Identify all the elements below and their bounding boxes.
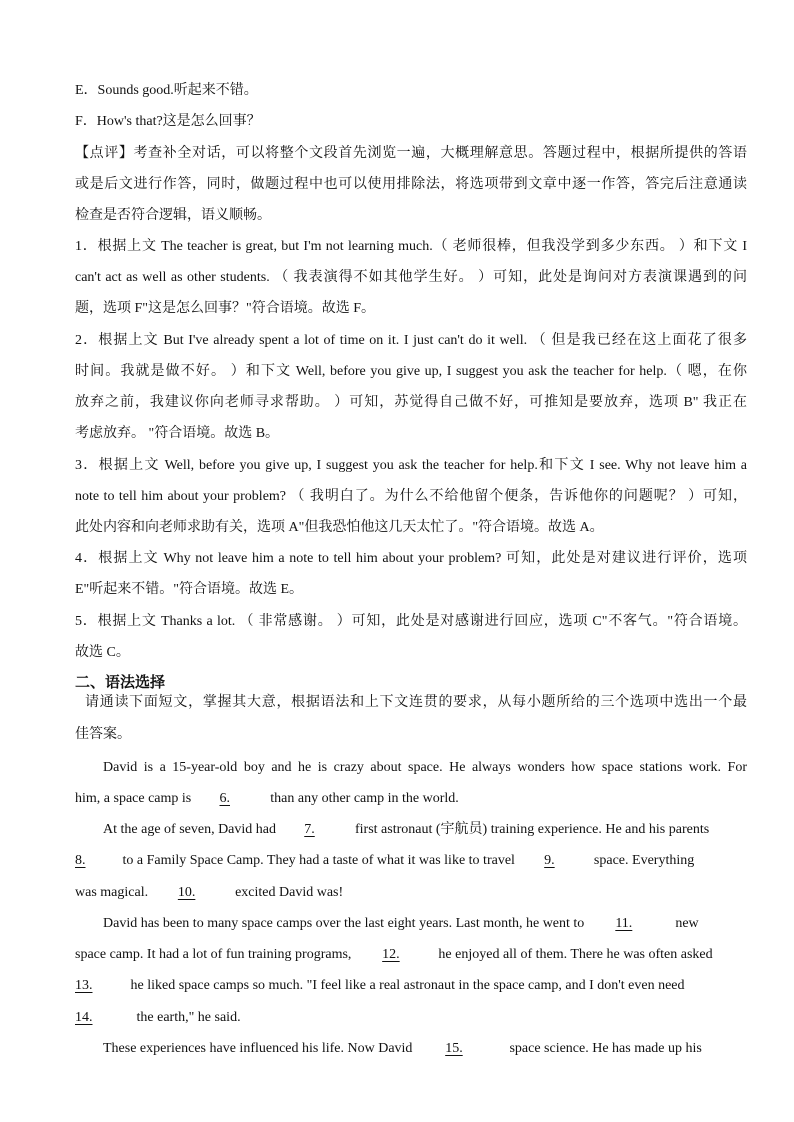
analysis-q3-line: note to tell him about your problem? （ 我明白了。为什么不给他留个便条，告诉他你的问题呢？ ）可知， bbox=[75, 489, 747, 504]
blank-14[interactable]: 14. bbox=[75, 1010, 93, 1025]
passage-text: first astronaut (宇航员) training experience. He and his parents bbox=[351, 822, 710, 837]
blank-7[interactable]: 7. bbox=[304, 822, 315, 837]
passage-line bbox=[75, 945, 747, 965]
passage-line bbox=[75, 883, 747, 903]
analysis-q1-line: 1．根据上文 The teacher is great, but I'm not learning much.（ 老师很棒，但我没学到多少东西。 ）和下文 I bbox=[75, 239, 747, 254]
passage-text: to a Family Space Camp. They had a taste of what it was like to travel bbox=[119, 853, 519, 868]
passage-line bbox=[75, 789, 747, 809]
analysis-q5-line: 故选 C。 bbox=[75, 645, 130, 660]
passage-line bbox=[103, 820, 747, 840]
blank-9[interactable]: 9. bbox=[544, 853, 555, 868]
comment-line: 【点评】考查补全对话，可以将整个文段首先浏览一遍，大概理解意思。答题过程中，根据所提供的答语 bbox=[75, 146, 747, 161]
blank-11[interactable]: 11. bbox=[615, 916, 633, 931]
option-f: F．How's that?这是怎么回事？ bbox=[75, 114, 261, 129]
passage-line: David is a 15-year-old boy and he is crazy about space. He always wonders how space stations work. For bbox=[103, 760, 747, 775]
analysis-q2-line: 放弃之前，我建议你向老师寻求帮助。 ）可知，苏觉得自己做不好，可推知是要放弃，选项 B" 我正在 bbox=[75, 395, 747, 410]
passage-text: he enjoyed all of them. There he was often asked bbox=[434, 947, 713, 962]
analysis-q4-line: 4．根据上文 Why not leave him a note to tell him about your problem? 可知，此处是对建议进行评价，选项 bbox=[75, 551, 747, 566]
passage-line bbox=[103, 1039, 747, 1059]
blank-15[interactable]: 15. bbox=[445, 1041, 463, 1056]
passage-text: the earth," he said. bbox=[133, 1010, 241, 1025]
passage-text: new bbox=[671, 916, 699, 931]
passage-text: excited David was! bbox=[231, 885, 344, 900]
blank-13[interactable]: 13. bbox=[75, 978, 93, 993]
passage-line bbox=[75, 851, 747, 871]
instruction-line: 请通读下面短文，掌握其大意，根据语法和上下文连贯的要求，从每小题所给的三个选项中选出一个最 bbox=[85, 695, 747, 710]
blank-10[interactable]: 10. bbox=[177, 885, 196, 900]
analysis-q3-line: 3．根据上文 Well, before you give up, I suggest you ask the teacher for help.和下文 I see. Why not leave him a bbox=[75, 458, 747, 473]
passage-text: These experiences have influenced his life. Now David bbox=[103, 1041, 416, 1056]
analysis-q2-line: 时间。我就是做不好。 ）和下文 Well, before you give up, I suggest you ask the teacher for help.（ 嗯，在你 bbox=[75, 364, 747, 379]
comment-line: 检查是否符合逻辑，语义顺畅。 bbox=[75, 208, 271, 223]
passage-line bbox=[103, 914, 747, 934]
comment-line: 或是后文进行作答，同时，做题过程中也可以使用排除法，将选项带到文章中逐一作答，答完后注意通读 bbox=[75, 177, 747, 192]
passage-text: space science. He has made up his bbox=[505, 1041, 702, 1056]
passage-line bbox=[75, 976, 747, 996]
passage-text: was magical. bbox=[75, 885, 152, 900]
passage-text: David has been to many space camps over the last eight years. Last month, he went to bbox=[103, 916, 588, 931]
analysis-q5-line: 5．根据上文 Thanks a lot. （ 非常感谢。 ）可知，此处是对感谢进行回应，选项 C"不客气。"符合语境。 bbox=[75, 614, 747, 629]
instruction-line: 佳答案。 bbox=[75, 727, 131, 742]
blank-6[interactable]: 6. bbox=[219, 791, 230, 806]
section-heading: 二、语法选择 bbox=[75, 673, 166, 691]
blank-8[interactable]: 8. bbox=[75, 853, 86, 868]
passage-text: than any other camp in the world. bbox=[266, 791, 459, 806]
passage-text: he liked space camps so much. "I feel like a real astronaut in the space camp, and I don't even need bbox=[127, 978, 689, 993]
option-e: E．Sounds good.听起来不错。 bbox=[75, 83, 258, 98]
analysis-q4-line: E"听起来不错。"符合语境。故选 E。 bbox=[75, 582, 304, 597]
passage-text: At the age of seven, David had bbox=[103, 822, 280, 837]
passage-line bbox=[75, 1008, 747, 1028]
analysis-q1-line: 题，选项 F"这是怎么回事？"符合语境。故选 F。 bbox=[75, 301, 376, 316]
passage-text: him, a space camp is bbox=[75, 791, 195, 806]
passage-text: space. Everything bbox=[590, 853, 695, 868]
analysis-q1-line: can't act as well as other students. （ 我表演得不如其他学生好。 ）可知，此处是询问对方表演课遇到的问 bbox=[75, 270, 747, 285]
analysis-q2-line: 2．根据上文 But I've already spent a lot of time on it. I just can't do it well. （ 但是我已经在这上面花了很多 bbox=[75, 333, 747, 348]
passage-text: space camp. It had a lot of fun training programs, bbox=[75, 947, 355, 962]
analysis-q2-line: 考虑放弃。 "符合语境。故选 B。 bbox=[75, 426, 280, 441]
analysis-q3-line: 此处内容和向老师求助有关，选项 A"但我恐怕他这几天太忙了。"符合语境。故选 A。 bbox=[75, 520, 604, 535]
blank-12[interactable]: 12. bbox=[382, 947, 400, 962]
